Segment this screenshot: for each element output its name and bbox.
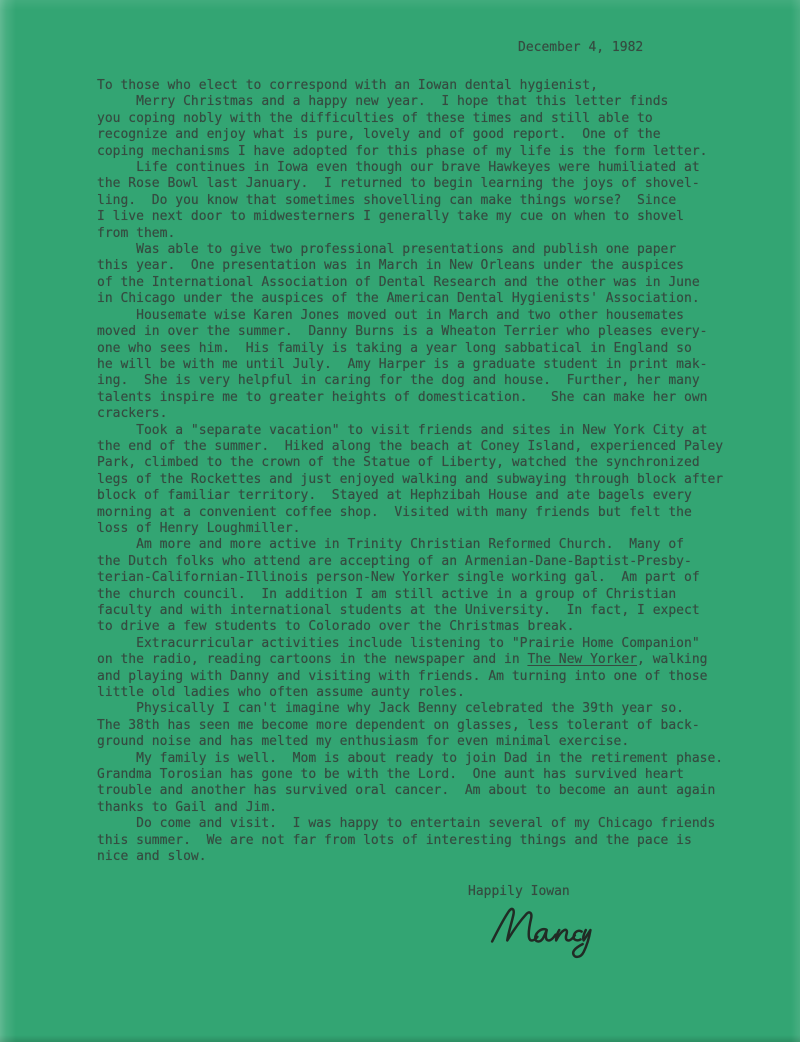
letter-line: Extracurricular activities include listening to "Prairie Home Companion"	[97, 635, 700, 651]
letter-line: terian-Californian-Illinois person-New Yorker single working gal. Am part of	[97, 570, 700, 586]
letter-line: legs of the Rockettes and just enjoyed walking and subwaying through block after	[97, 471, 724, 487]
letter-line: talents inspire me to greater heights of domestication. She can make her own	[97, 389, 708, 405]
letter-line: I live next door to midwesterners I generally take my cue on when to shovel	[97, 209, 684, 225]
letter-body	[97, 78, 723, 866]
letter-line: Housemate wise Karen Jones moved out in March and two other housemates	[97, 307, 684, 323]
letter-line: Grandma Torosian has gone to be with the Lord. One aunt has survived heart	[97, 767, 684, 783]
letter-line: ling. Do you know that sometimes shovelling can make things worse? Since	[97, 192, 677, 208]
letter-line: Park, climbed to the crown of the Statue of Liberty, watched the synchronized	[97, 455, 700, 471]
letter-line: to drive a few students to Colorado over the Christmas break.	[97, 619, 575, 635]
signature-stroke-n-cap	[492, 909, 537, 942]
letter-line: this year. One presentation was in March in New Orleans under the auspices	[97, 258, 684, 274]
letter-line: nice and slow.	[97, 849, 207, 865]
letter-line: ground noise and has melted my enthusiasm for even minimal exercise.	[97, 734, 630, 750]
letter-line: trouble and another has survived oral cancer. Am about to become an aunt again	[97, 783, 716, 799]
underlined-title: The New Yorker	[527, 652, 638, 668]
letter-line: of the International Association of Dental Research and the other was in June	[97, 274, 700, 290]
signature-stroke-c	[574, 931, 582, 941]
letter-line: loss of Henry Loughmiller.	[97, 520, 301, 536]
signature-nancy	[488, 898, 592, 960]
letter-line: faculty and with international students at the University. In fact, I expect	[97, 603, 700, 618]
letter-line-text: on the radio, reading cartoons in the newspaper and in	[97, 652, 528, 668]
letter-line: thanks to Gail and Jim.	[97, 799, 278, 815]
letter-line: Life continues in Iowa even though our brave Hawkeyes were humiliated at	[97, 160, 700, 176]
letter-closing: Happily Iowan	[468, 884, 570, 899]
letter-line: The 38th has seen me become more dependent on glasses, less tolerant of back-	[97, 717, 700, 733]
letter-line: moved in over the summer. Danny Burns is a Wheaton Terrier who pleases every-	[97, 324, 708, 340]
letter-line: crackers.	[97, 406, 168, 422]
letter-line: little old ladies who often assume aunty roles.	[97, 685, 465, 701]
letter-line	[97, 652, 723, 668]
letter-line: Took a "separate vacation" to visit friends and sites in New York City at	[97, 422, 708, 438]
signature-stroke-n	[556, 930, 575, 941]
letter-line: morning at a convenient coffee shop. Visited with many friends but felt the	[97, 504, 692, 520]
letter-line-text: , walking	[637, 652, 708, 668]
signature-stroke-a	[535, 929, 555, 941]
letter-line: ing. She is very helpful in caring for the dog and house. Further, her many	[97, 373, 700, 389]
letter-line: Merry Christmas and a happy new year. I hope that this letter finds	[97, 94, 669, 110]
letter-line: you coping nobly with the difficulties of these times and still able to	[97, 110, 653, 126]
letter-line: this summer. We are not far from lots of interesting things and the pace is	[97, 832, 692, 848]
letter-line: he will be with me until July. Amy Harper is a graduate student in print mak-	[97, 356, 708, 372]
letter-line: block of familiar territory. Stayed at Hephzibah House and ate bagels every	[97, 488, 692, 504]
letter-line: coping mechanisms I have adopted for this phase of my life is the form letter.	[97, 143, 708, 159]
letter-line: Am more and more active in Trinity Christian Reformed Church. Many of	[97, 537, 684, 553]
letter-line: the Dutch folks who attend are accepting of an Armenian-Dane-Baptist-Presby-	[97, 553, 692, 569]
letter-line: Do come and visit. I was happy to entertain several of my Chicago friends	[97, 816, 716, 832]
letter-line: Physically I can't imagine why Jack Benny celebrated the 39th year so.	[97, 701, 684, 717]
letter-line: the church council. In addition I am still active in a group of Christian	[97, 586, 677, 602]
letter-line: My family is well. Mom is about ready to join Dad in the retirement phase.	[97, 750, 724, 766]
letter-line: one who sees him. His family is taking a year long sabbatical in England so	[97, 340, 692, 356]
letter-line: To those who elect to correspond with an Iowan dental hygienist,	[97, 78, 598, 93]
letter-date: December 4, 1982	[518, 40, 644, 55]
letter-line: the end of the summer. Hiked along the beach at Coney Island, experienced Paley	[97, 438, 724, 454]
letter-line: from them.	[97, 225, 176, 241]
letter-line: the Rose Bowl last January. I returned to begin learning the joys of shovel-	[97, 176, 700, 192]
letter-line: recognize and enjoy what is pure, lovely and of good report. One of the	[97, 127, 661, 143]
letter-line: in Chicago under the auspices of the American Dental Hygienists' Association.	[97, 291, 700, 307]
letter-line: and playing with Danny and visiting with friends. Am turning into one of those	[97, 668, 708, 684]
letter-line: Was able to give two professional presentations and publish one paper	[97, 242, 677, 258]
